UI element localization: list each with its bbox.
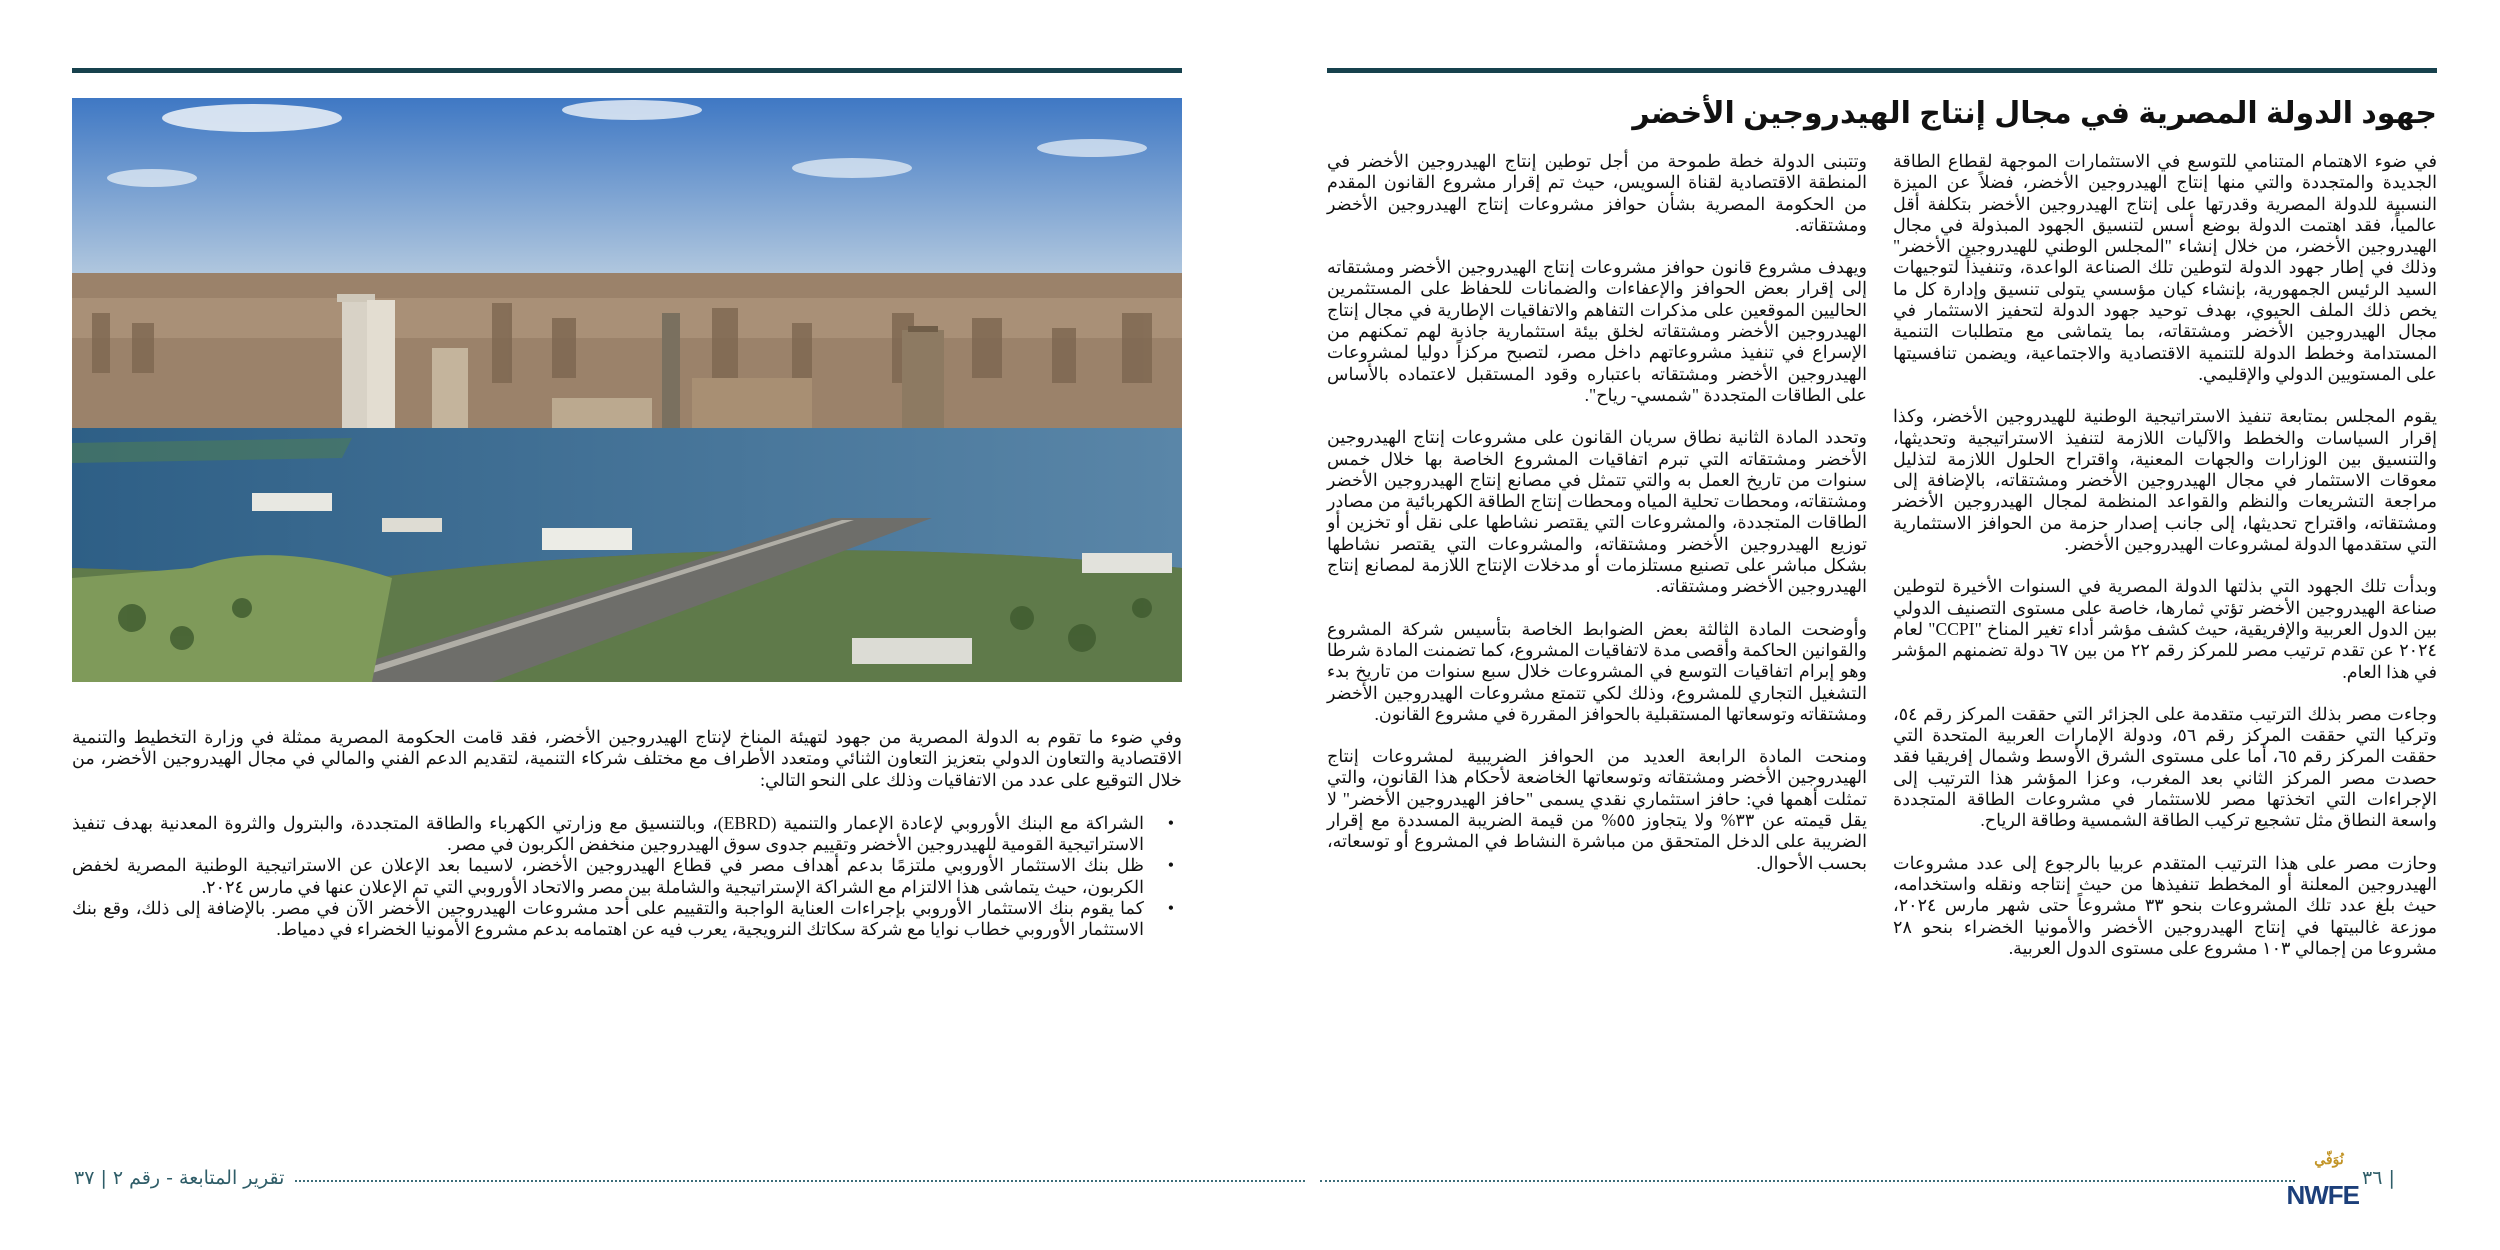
paragraph: ويهدف مشروع قانون حوافز مشروعات إنتاج الهيدروجين الأخضر ومشتقاته إلى إقرار بعض الحوافز والإعفاءات والضمانات للحفاظ على المستثمرين الحاليين الموقعين على مذكرات التفاهم والاتفاقيات الإطارية في مجال إنتاج الهيدروجين الأخضر ومشتقاته لخلق بيئة استثمارية جاذبة لهم تمكنهم من الإسراع في تنفيذ مشروعاتهم داخل مصر، لتصبح مركزاً دوليا لمشروعات الهيدروجين الأخضر ومشتقاته باعتباره وقود المستقبل لاعتماده بالأساس على الطاقات المتجددة "شمسي- رياح". <box>1327 257 1867 405</box>
logo-arabic-text: نُوَفّي <box>2314 1153 2344 1168</box>
paragraph: وأوضحت المادة الثالثة بعض الضوابط الخاصة بتأسيس شركة المشروع والقوانين الحاكمة وأقصى مدة لاتفاقيات المشروع، كما تضمنت المادة شرطا وهو إبرام اتفاقيات التوسع في المشروعات خلال سبع سنوات من تاريخ بدء التشغيل التجاري للمشروع، وذلك لكي تتمتع مشروعات الهيدروجين الأخضر ومشتقاته وتوسعاتها المستقبلية بالحوافز المقررة في مشروع القانون. <box>1327 618 1867 724</box>
cairo-nile-photo <box>72 98 1182 682</box>
page-title: جهود الدولة المصرية في مجال إنتاج الهيدروجين الأخضر <box>1632 97 2437 130</box>
agreements-list <box>72 813 1182 941</box>
text-column-right <box>1893 151 2437 980</box>
paragraph: وجاءت مصر بذلك الترتيب متقدمة على الجزائر التي حققت المركز رقم ٥٤، وتركيا التي حققت المركز رقم ٥٦، ودولة الإمارات العربية المتحدة التي حققت المركز رقم ٦٥، أما على مستوى الشرق الأوسط وشمال إفريقيا فقد حصدت مصر المركز الثاني بعد المغرب، وعزا المؤشر هذا الترتيب إلى الإجراءات التي اتخذتها مصر للاستثمار في مشروعات الطاقة المتجددة واسعة النطاق مثل تشجيع تركيب الطاقة الشمسية وطاقة الرياح. <box>1893 703 2437 831</box>
logo-text: NWFE <box>2286 1180 2359 1210</box>
intro-paragraph: وفي ضوء ما تقوم به الدولة المصرية من جهود لتهيئة المناخ لإنتاج الهيدروجين الأخضر، فقد قامت الحكومة المصرية ممثلة في وزارة التخطيط والتنمية الاقتصادية والتعاون الدولي بتعزيز التعاون الثنائي ومتعدد الأطراف مع مختلف شركاء التنمية، لتقديم الدعم الفني والمالي في مجال الهيدروجين الأخضر، من خلال التوقيع على عدد من الاتفاقيات وذلك على النحو التالي: <box>72 727 1182 790</box>
footer-dotted-line-left <box>295 1180 1305 1182</box>
photo-illustration <box>72 98 1182 682</box>
list-item: • الشراكة مع البنك الأوروبي لإعادة الإعمار والتنمية (EBRD)، وبالتنسيق مع وزارتي الكهرباء والطاقة المتجددة، والبترول والثروة المعدنية بهدف تنفيذ الاستراتيجية القومية للهيدروجين الأخضر وتقييم جدوى سوق الهيدروجين منخفض الكربون في مصر. <box>72 813 1144 856</box>
top-rule-left <box>72 68 1182 73</box>
nwfe-logo <box>2286 1152 2359 1210</box>
paragraph: ومنحت المادة الرابعة العديد من الحوافز الضريبية لمشروعات إنتاج الهيدروجين الأخضر ومشتقاته وتوسعاتها الخاضعة لأحكام هذا القانون، والتي تمثلت أهمها في: حافز استثماري نقدي يسمى "حافز الهيدروجين الأخضر" لا يقل قيمته عن ٣٣% ولا يتجاوز ٥٥% من قيمة الضريبة المسددة مع إقرار الضريبة على الدخل المتحقق من مباشرة النشاط في المشروع أو توسعاته، بحسب الأحوال. <box>1327 746 1868 873</box>
list-item: • كما يقوم بنك الاستثمار الأوروبي بإجراءات العناية الواجبة والتقييم على أحد مشروعات الهيدروجين الأخضر الآن في مصر. بالإضافة إلى ذلك، وقع بنك الاستثمار الأوروبي خطاب نوايا مع شركة سكاتك النرويجية، يعرب فيه عن اهتمامه بدعم مشروع الأمونيا الخضراء في دمياط. <box>72 898 1144 941</box>
paragraph: وبدأت تلك الجهود التي بذلتها الدولة المصرية في السنوات الأخيرة لتوطين صناعة الهيدروجين الأخضر تؤتي ثمارها، خاصة على مستوى التصنيف الدولي بين الدول العربية والإفريقية، حيث كشف مؤشر أداء تغير المناخ "CCPI" لعام ٢٠٢٤ عن تقدم ترتيب مصر للمركز رقم ٢٢ من بين ٦٧ دولة تضمنهم المؤشر في هذا العام. <box>1893 576 2437 682</box>
text-column-middle <box>1327 151 1867 895</box>
footer-page-number-right: | ٣٦ <box>2362 1167 2395 1189</box>
paragraph: في ضوء الاهتمام المتنامي للتوسع في الاستثمارات الموجهة لقطاع الطاقة الجديدة والمتجددة والتي منها إنتاج الهيدروجين الأخضر، فضلاً عن الميزة النسبية للدولة المصرية وقدرتها على إنتاج الهيدروجين الأخضر بتكلفة أقل عالمياً، فقد اهتمت الدولة بوضع أسس لتنسيق الجهود المبذولة في مجال الهيدروجين الأخضر، من خلال إنشاء "المجلس الوطني للهيدروجين الأخضر" وذلك في إطار جهود الدولة لتوطين تلك الصناعة الواعدة، وتنفيذاً لتوجيهات السيد الرئيس الجمهورية، بإنشاء كيان مؤسسي يتولى تنسيق وإدارة كل ما يخص ذلك الملف الحيوي، بهدف توحيد جهود الدولة لتحفيز الاستثمار في مجال الهيدروجين الأخضر ومشتقاته، بما يتماشى مع متطلبات التنمية المستدامة وخطط الدولة للتنمية الاقتصادية والاجتماعية، ويضمن تنافسيتها على المستويين الدولي والإقليمي. <box>1893 151 2437 384</box>
top-rule-right <box>1327 68 2437 73</box>
paragraph: يقوم المجلس بمتابعة تنفيذ الاستراتيجية الوطنية للهيدروجين الأخضر، وكذا إقرار السياسات والخطط والآليات اللازمة لتنفيذ الاستراتيجية وتحديثها، والتنسيق بين الوزارات والجهات المعنية، واقتراح الحلول اللازمة لتذليل معوقات الاستثمار في مجال الهيدروجين الأخضر ومشتقاته، بالإضافة إلى مراجعة التشريعات والنظم والقواعد المنظمة لمجال الهيدروجين الأخضر ومشتقاته، واقتراح تحديثها، إلى جانب إصدار حزمة من الحوافز الاستثمارية التي ستقدمها الدولة لمشروعات الهيدروجين الأخضر. <box>1893 406 2437 555</box>
left-page-text <box>72 727 1182 941</box>
paragraph: وتتبنى الدولة خطة طموحة من أجل توطين إنتاج الهيدروجين الأخضر في المنطقة الاقتصادية لقناة السويس، حيث تم إقرار مشروع القانون المقدم من الحكومة المصرية بشأن حوافز مشروعات إنتاج الهيدروجين الأخضر ومشتقاته. <box>1327 151 1867 235</box>
footer-dotted-line-right <box>1320 1180 2295 1182</box>
paragraph: وحازت مصر على هذا الترتيب المتقدم عربيا بالرجوع إلى عدد مشروعات الهيدروجين المعلنة أو المخطط تنفيذها من حيث إنتاجه ونقله واستخدامه، حيث بلغ عدد تلك المشروعات بنحو ٣٣ مشروعاً حتى شهر مارس ٢٠٢٤، موزعة غالبيتها في إنتاج الهيدروجين الأخضر والأمونيا الخضراء بنحو ٢٨ مشروعا من إجمالي ١٠٣ مشروع على مستوى الدول العربية. <box>1893 852 2437 958</box>
paragraph: وتحدد المادة الثانية نطاق سريان القانون على مشروعات إنتاج الهيدروجين الأخضر ومشتقاته التي تبرم اتفاقيات المشروع الخاصة بها خلال خمس سنوات من تاريخ العمل به والتي تتمثل في مصانع إنتاج الهيدروجين الأخضر ومشتقاته، ومحطات تحلية المياه ومحطات إنتاج الطاقة الكهربائية من مصادر الطاقات المتجددة، والمشروعات التي يقتصر نشاطها على نقل أو تخزين أو توزيع الهيدروجين الأخضر ومشتقاته، والمشروعات التي يقتصر نشاطها بشكل مباشر على تصنيع مستلزمات أو مدخلات الإنتاج اللازمة لمصانع إنتاج الهيدروجين الأخضر ومشتقاته. <box>1327 427 1867 597</box>
list-item: • ظل بنك الاستثمار الأوروبي ملتزمًا بدعم أهداف مصر في قطاع الهيدروجين الأخضر، لاسيما بعد الإعلان عن الاستراتيجية الوطنية المصرية لخفض الكربون، حيث يتماشى هذا الالتزام مع الشراكة الإستراتيجية والشاملة بين مصر والاتحاد الأوروبي التي تم الإعلان عنها في مارس ٢٠٢٤. <box>72 855 1144 898</box>
footer-left-page-label: تقرير المتابعة - رقم ٢ | ٣٧ <box>74 1167 285 1189</box>
